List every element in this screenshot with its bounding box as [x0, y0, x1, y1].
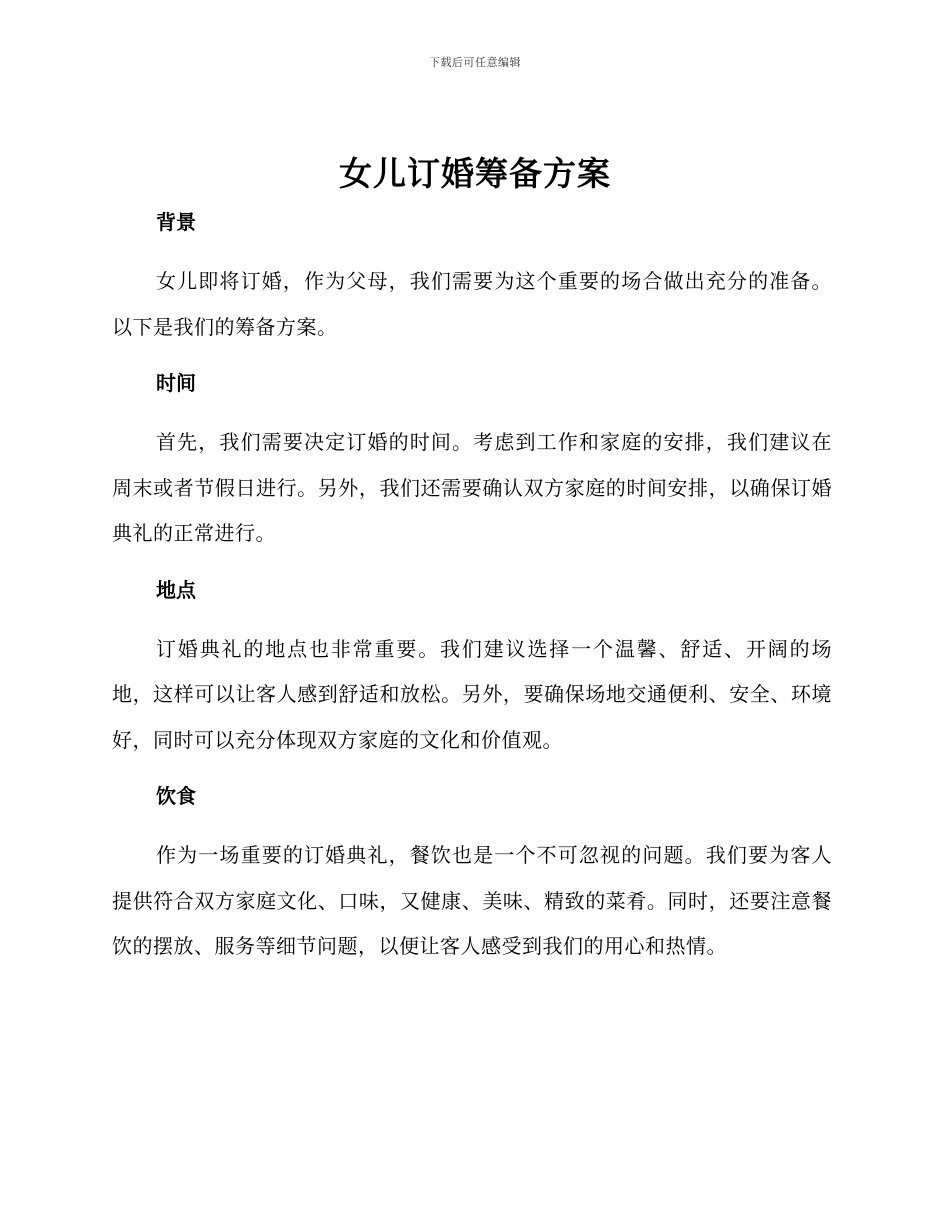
section-catering [112, 777, 832, 970]
section-time [112, 364, 832, 571]
document-content [112, 203, 832, 970]
document-title: 女儿订婚筹备方案 [339, 154, 611, 193]
header-note: 下载后可任意编辑 [429, 56, 521, 69]
section-heading: 时间 [156, 371, 196, 395]
section-heading: 地点 [156, 577, 196, 602]
section-location [112, 571, 832, 778]
section-heading: 饮食 [156, 784, 196, 808]
section-paragraph: 女儿即将订婚，作为父母，我们需要为这个重要的场合做出充分的准备。以下是我们的筹备方案。 [112, 269, 832, 339]
section-paragraph: 订婚典礼的地点也非常重要。我们建议选择一个温馨、舒适、开阔的场地，这样可以让客人感到舒适和放松。另外，要确保场地交通便利、安全、环境好，同时可以充分体现双方家庭的文化和价值观。 [112, 636, 832, 752]
section-heading: 背景 [156, 210, 196, 234]
section-background [112, 203, 832, 364]
section-paragraph: 首先，我们需要决定订婚的时间。考虑到工作和家庭的安排，我们建议在周末或者节假日进行。另外，我们还需要确认双方家庭的时间安排，以确保订婚典礼的正常进行。 [112, 430, 832, 545]
section-paragraph: 作为一场重要的订婚典礼，餐饮也是一个不可忽视的问题。我们要为客人提供符合双方家庭文化、口味，又健康、美味、精致的菜肴。同时，还要注意餐饮的摆放、服务等细节问题，以便让客人感受到我们的用心和热情。 [112, 843, 832, 958]
